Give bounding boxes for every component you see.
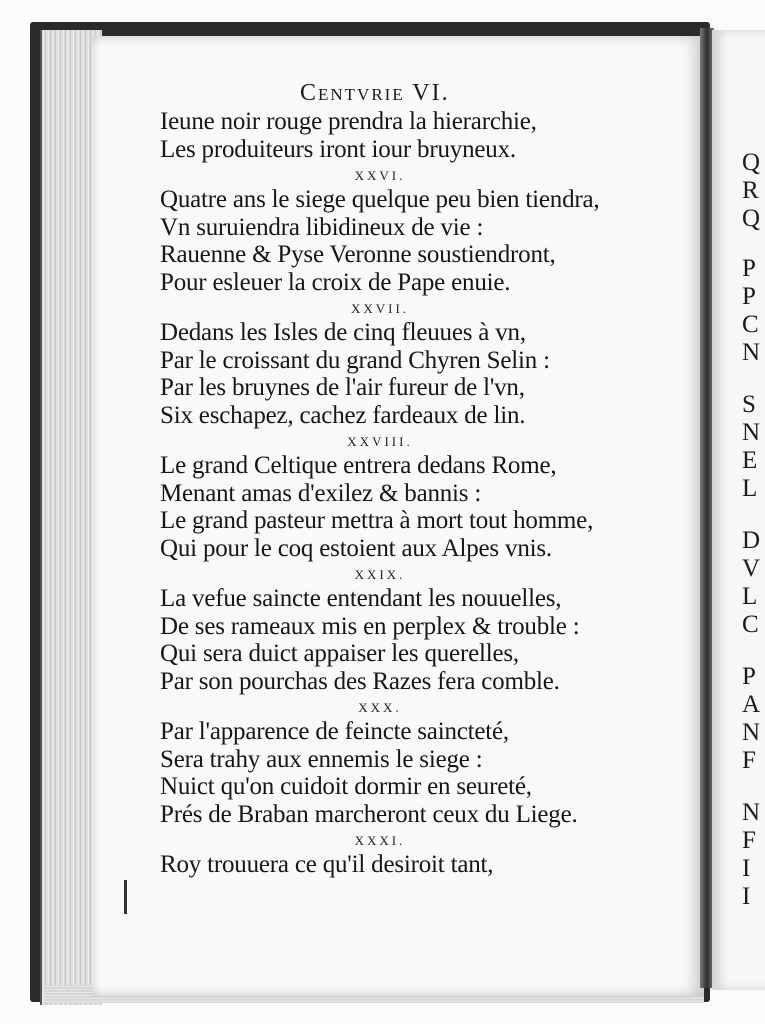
right-page-letter: P	[742, 283, 756, 310]
verse-line: Nuict qu'on cuidoit dormir en seureté,	[160, 773, 532, 800]
verse-line: Par l'apparence de feincte saincteté,	[160, 718, 509, 745]
verse-line: Par le croissant du grand Chyren Selin :	[160, 346, 550, 374]
right-page-letter: P	[742, 663, 756, 690]
verse-line: Six eschapez, cachez fardeaux de lin.	[160, 401, 526, 429]
quatrain-number: XXVII.	[350, 301, 410, 316]
right-page-letter: E	[742, 447, 758, 474]
right-page-letter: R	[742, 177, 759, 204]
verse-line: Par son pourchas des Razes fera comble.	[160, 667, 560, 695]
verse-line: Qui sera duict appaiser les querelles,	[160, 640, 519, 667]
quatrain-number: XXIX.	[354, 567, 406, 582]
quatrain-26	[160, 163, 640, 296]
verse-line: Quatre ans le siege quelque peu bien tiendra,	[160, 186, 600, 213]
right-page-letter: N	[742, 719, 761, 746]
right-page-letter: P	[742, 255, 756, 282]
verse-line: Les produiteurs iront iour bruyneux.	[160, 135, 516, 163]
right-page-letter: L	[742, 583, 758, 610]
quatrain-number: XXVIII.	[347, 434, 413, 449]
right-page-letter: Q	[742, 205, 761, 232]
right-page-letter: C	[742, 611, 759, 638]
verse-line: Par les bruynes de l'air fureur de l'vn,	[160, 374, 525, 401]
right-page-letter: F	[742, 747, 756, 774]
right-page-letter: I	[742, 883, 751, 910]
quatrain-31	[160, 828, 640, 879]
right-page-letter: V	[742, 555, 761, 582]
quatrain-number: XXVI.	[354, 168, 406, 183]
right-page-letter: I	[742, 855, 751, 882]
verse-line: Dedans les Isles de cinq fleuues à vn,	[160, 319, 526, 346]
verse-line: De ses rameaux mis en perplex & trouble :	[160, 612, 580, 640]
right-page-letter: A	[742, 691, 761, 718]
right-page-letter: Q	[742, 149, 761, 176]
verse-line: Qui pour le coq estoient aux Alpes vnis.	[160, 534, 552, 562]
right-page-letter: L	[742, 475, 758, 502]
verse-line: Menant amas d'exilez & bannis :	[160, 479, 482, 507]
right-page-text	[742, 30, 765, 990]
quatrain-number: XXX.	[358, 700, 402, 715]
verse-line: La vefue saincte entendant les nouuelles,	[160, 585, 562, 612]
right-page-letter: N	[742, 339, 761, 366]
verse-line: Rauenne & Pyse Veronne soustiendront,	[160, 241, 556, 268]
quatrain-number: XXXI.	[354, 833, 406, 848]
right-page-letter: N	[742, 799, 761, 826]
verse-line: Prés de Braban marcheront ceux du Liege.	[160, 800, 578, 828]
margin-mark	[124, 880, 127, 914]
quatrain-29	[160, 562, 640, 695]
quatrain-28	[160, 429, 640, 562]
right-page-letter: D	[742, 527, 761, 554]
verse-block	[160, 108, 640, 879]
right-page-letter: S	[742, 391, 756, 418]
right-page-letter: F	[742, 827, 756, 854]
right-page	[712, 30, 765, 990]
verse-line: Pour esleuer la croix de Pape enuie.	[160, 268, 511, 296]
verse-line: Le grand pasteur mettra à mort tout homme,	[160, 507, 594, 534]
right-page-letter: C	[742, 311, 759, 338]
quatrain-27	[160, 296, 640, 429]
verse-line: Ieune noir rouge prendra la hierarchie,	[160, 108, 537, 135]
quatrain-30	[160, 695, 640, 828]
verse-line: Sera trahy aux ennemis le siege :	[160, 745, 483, 773]
right-page-letter: N	[742, 419, 761, 446]
running-head: Centvrie VI.	[300, 80, 450, 106]
verse-line: Le grand Celtique entrera dedans Rome,	[160, 452, 557, 479]
verse-line: Roy trouuera ce qu'il desiroit tant,	[160, 851, 494, 878]
verse-line: Vn suruiendra libidineux de vie :	[160, 213, 484, 241]
